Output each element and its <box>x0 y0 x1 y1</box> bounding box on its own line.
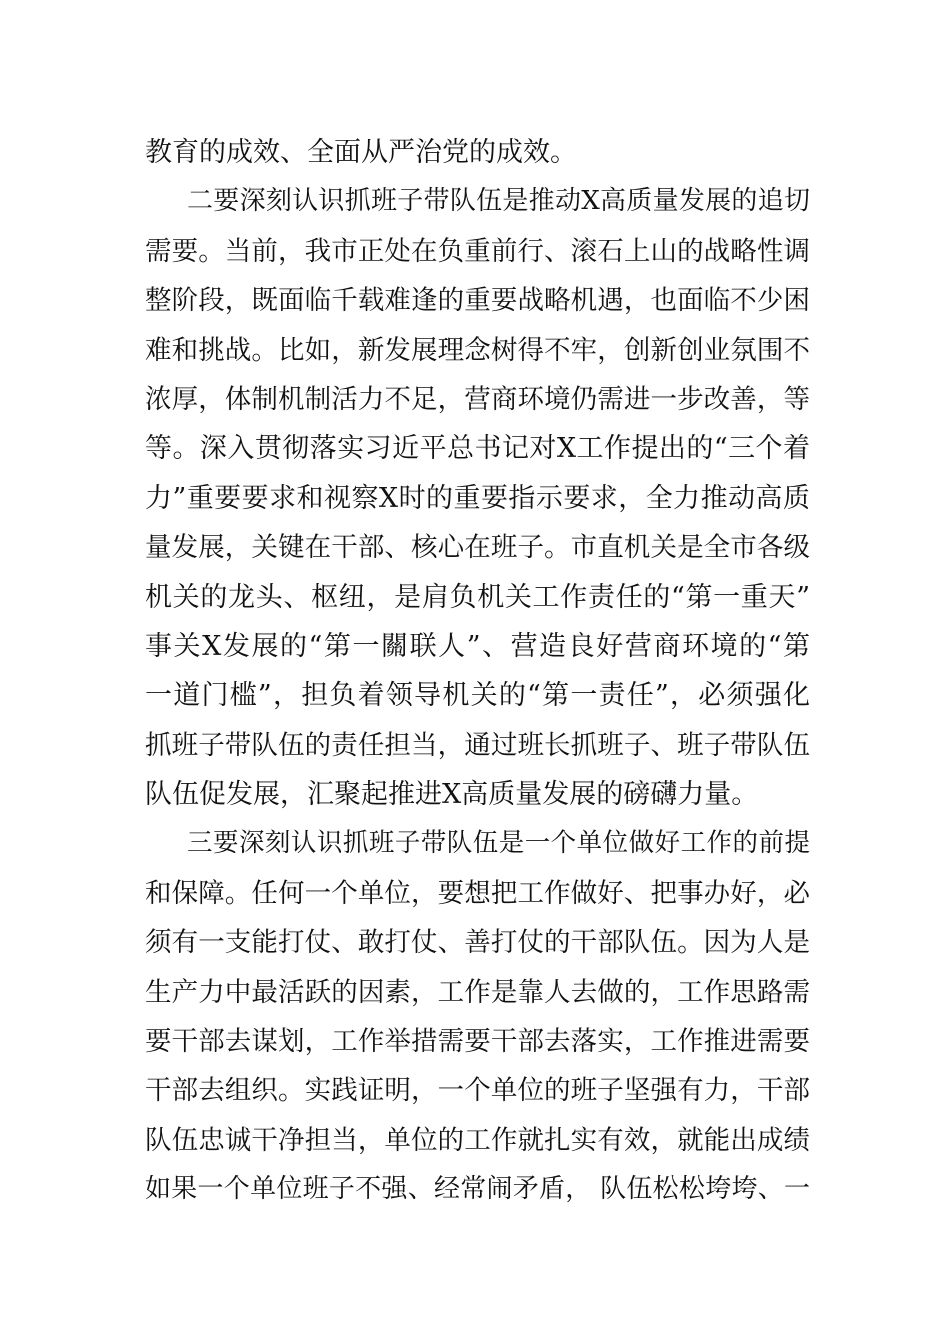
text-line: 须有一支能打仗、敢打仗、善打仗的干部队伍。因为人是 <box>145 927 810 959</box>
text-line: 力”重要要求和视察X时的重要指示要求，全力推动高质 <box>145 482 810 514</box>
text-line: 如果一个单位班子不强、经常闹矛盾， 队伍松松垮垮、一 <box>145 1174 810 1205</box>
text-line: 量发展，关键在干部、核心在班子。市直机关是全市各级 <box>145 532 810 564</box>
text-line: 抓班子带队伍的责任担当，通过班长抓班子、班子带队伍 <box>145 729 810 761</box>
text-line: 教育的成效、全面从严治党的成效。 <box>145 137 577 168</box>
text-line: 生产力中最活跃的因素，工作是靠人去做的，工作思路需 <box>145 976 810 1008</box>
text-line: 机关的龙头、枢纽，是肩负机关工作责任的“第一重天” <box>145 581 810 613</box>
paragraph-first-line: 二要深刻认识抓班子带队伍是推动X高质量发展的追切 <box>187 186 810 217</box>
text-line: 要干部去谋划，工作举措需要干部去落实，工作推进需要 <box>145 1026 810 1058</box>
text-line: 等。深入贯彻落实习近平总书记对X工作提出的“三个着 <box>145 433 810 465</box>
body-text <box>145 128 810 1215</box>
text-line: 难和挑战。比如，新发展理念树得不牢，创新创业氛围不 <box>145 334 810 366</box>
text-line: 需要。当前，我市正处在负重前行、滚石上山的战略性调 <box>145 235 810 267</box>
text-line: 干部去组织。实践证明，一个单位的班子坚强有力，干部 <box>145 1075 810 1107</box>
text-line: 浓厚，体制机制活力不足，营商环境仍需进一步改善，等 <box>145 383 810 415</box>
text-line: 一道门槛”，担负着领导机关的“第一责任”，必须强化 <box>145 680 810 712</box>
text-line: 队伍忠诚干净担当，单位的工作就扎实有效，就能出成绩 <box>145 1124 810 1156</box>
paragraph-last-line: 队伍促发展，汇聚起推进X高质量发展的磅礴力量。 <box>145 779 759 811</box>
paragraph-first-line: 三要深刻认识抓班子带队伍是一个单位做好工作的前提 <box>187 828 810 859</box>
text-line: 事关X发展的“第一關联人”、营造良好营商环境的“第 <box>145 630 810 662</box>
text-line: 和保障。任何一个单位，要想把工作做好、把事办好，必 <box>145 877 810 909</box>
text-line: 整阶段，既面临千载难逢的重要战略机遇，也面临不少困 <box>145 285 810 317</box>
